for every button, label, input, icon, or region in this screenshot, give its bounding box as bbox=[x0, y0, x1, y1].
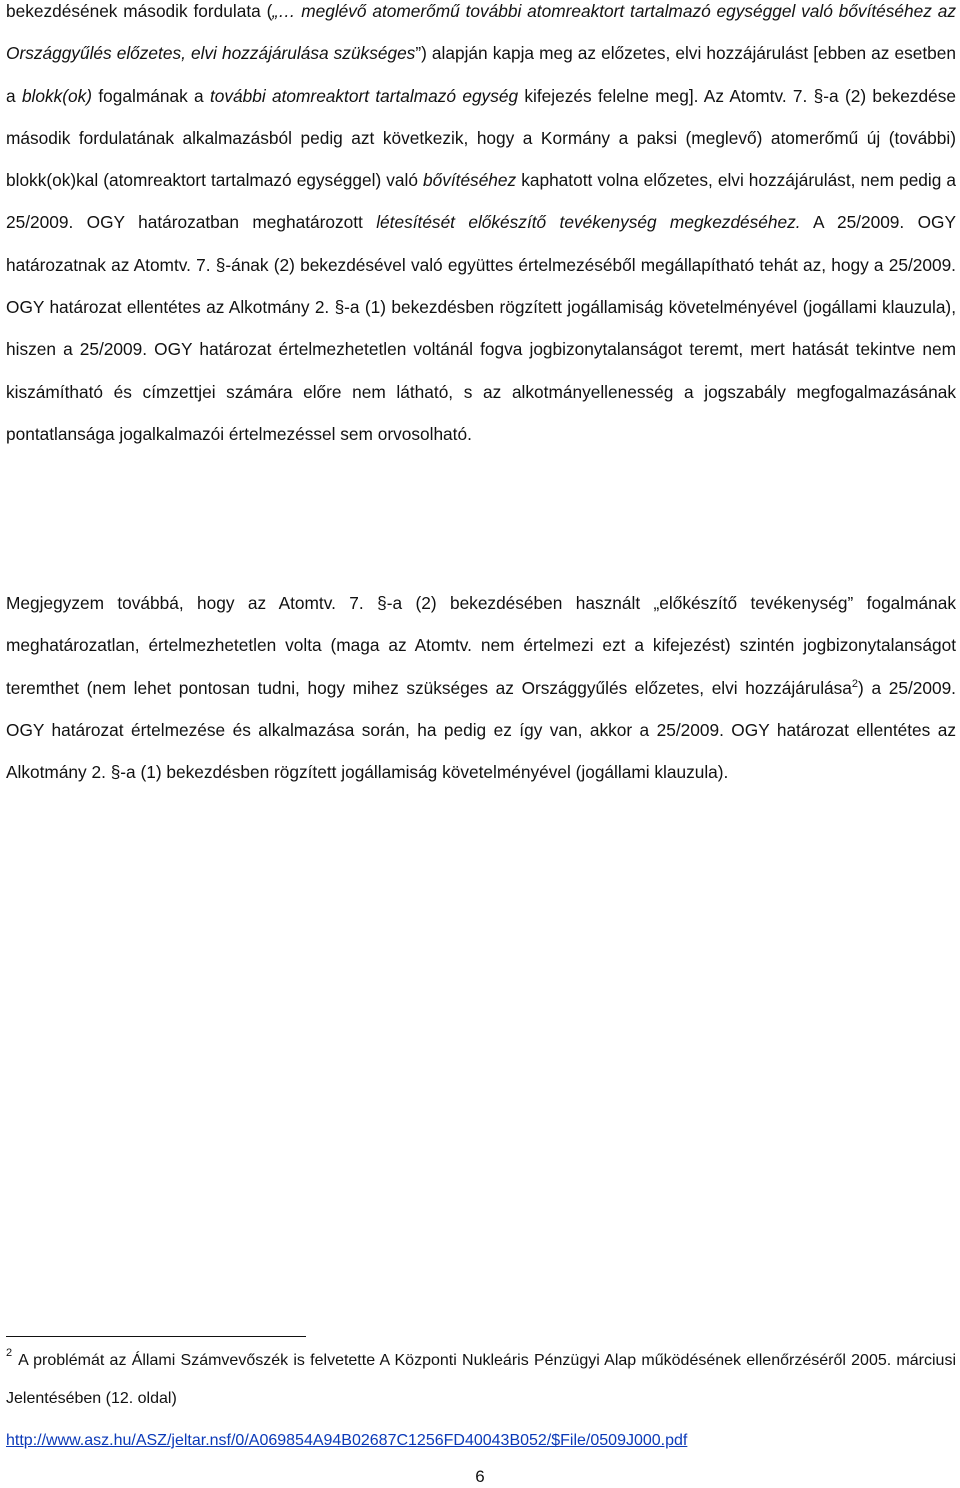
p2-text-1: Megjegyzem továbbá, hogy az Atomtv. 7. §-a (2) bekezdésében használt „előkészítő tevékenység” fogalmának meghatározatlan, értelmezhetetlen volta (maga az Atomtv. nem értelmezi ezt a kifejezést) szintén jogbizonytalanságot teremthet (nem lehet pontosan tudni, hogy mihez szükséges az Országgyűlés előzetes, elvi hozzájárulása bbox=[6, 593, 956, 698]
p1-text-4: kifejezés felelne meg]. Az Atomtv. 7. §-a (2) bekezdése második fordulatának alkalmazásból pedig azt következik, hogy a Kormány a paksi (meglevő) atomerőmű új (további) blokk(ok)kal (atomreaktort tartalmazó egységgel) való bbox=[6, 85, 956, 191]
p1-term-letesitese: létesítését előkészítő tevékenység megkezdéséhez. bbox=[376, 212, 801, 233]
footnote-link[interactable]: http://www.asz.hu/ASZ/jeltar.nsf/0/A069854A94B02687C1256FD40043B052/$File/0509J000.pdf bbox=[6, 1432, 688, 1449]
body-paragraph-1 bbox=[6, 0, 956, 455]
p1-quote-italic: „… meglévő atomerőmű további atomreaktort tartalmazó egységgel való bővítéséhez az Országgyűlés előzetes, elvi hozzájárulása szükséges bbox=[6, 1, 956, 64]
p1-text-3: fogalmának a bbox=[92, 85, 210, 106]
body-paragraph-2 bbox=[6, 582, 956, 793]
p2-text-2: ) a 25/2009. OGY határozat értelmezése és alkalmazása során, ha pedig ez így van, akkor a 25/2009. OGY határozat ellentétes az Alkotmány 2. §-a (1) bekezdésben rögzített jogállamiság követelményével (jogállami klauzula). bbox=[6, 677, 956, 783]
p1-text-2: ”) alapján kapja meg az előzetes, elvi hozzájárulást [ebben az esetben a bbox=[6, 43, 956, 106]
p1-term-blokk: blokk(ok) bbox=[21, 85, 93, 106]
footnote-mark: 2 bbox=[6, 1347, 13, 1359]
p1-term-egyseg: további atomreaktort tartalmazó egység bbox=[209, 85, 519, 106]
p1-text-1: bekezdésének második fordulata ( bbox=[6, 1, 273, 21]
footnote-text: A problémát az Állami Számvevőszék is felvetette A Központi Nukleáris Pénzügyi Alap működésének ellenőrzéséről 2005. márciusi Jelentésében (12. oldal) bbox=[6, 1352, 956, 1407]
footnote-separator bbox=[6, 1336, 306, 1337]
footnote bbox=[6, 1342, 956, 1418]
p1-text-6: A 25/2009. OGY határozatnak az Atomtv. 7. §-ának (2) bekezdésével való együttes értelmezéséből megállapítható tehát az, hogy a 25/2009. OGY határozat ellentétes az Alkotmány 2. §-a (1) bekezdésben rögzített jogállamiság követelményével (jogállami klauzula), hiszen a 25/2009. OGY határozat értelmezhetetlen voltánál fogva jogbizonytalanságot teremt, mert hatását tekintve nem kiszámítható és címzettjei számára előre nem látható, s az alkotmányellenesség a jogszabály megfogalmazásának pontatlansága jogalkalmazói értelmezéssel sem orvosolható. bbox=[6, 212, 957, 444]
p1-text-5: kaphatott volna előzetes, elvi hozzájárulást, nem pedig a 25/2009. OGY határozatban meghatározott bbox=[6, 170, 956, 233]
page-number: 6 bbox=[475, 1467, 485, 1486]
p1-term-bovitese: bővítéséhez bbox=[422, 170, 517, 191]
footnote-reference[interactable]: 2 bbox=[851, 677, 859, 690]
